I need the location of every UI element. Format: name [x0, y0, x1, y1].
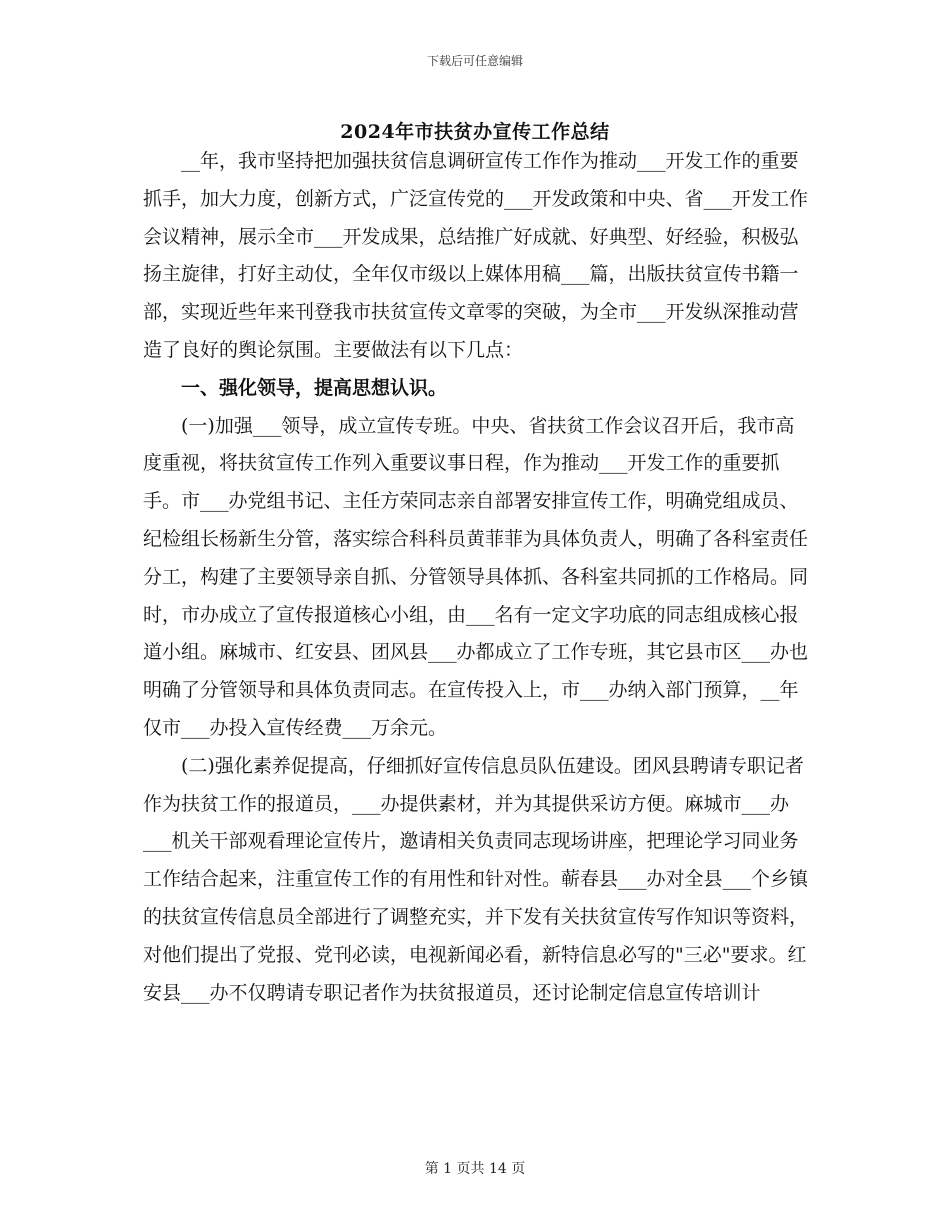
document-body — [143, 143, 811, 1012]
paragraph-2: (二)强化素养促提高，仔细抓好宣传信息员队伍建设。团风县聘请专职记者作为扶贫工作的报道员，___办提供素材，并为其提供采访方便。麻城市___办___机关干部观看理论宣传片，邀请相关负责同志现场讲座，把理论学习同业务工作结合起来，注重宣传工作的有用性和针对性。蕲春县___办对全县___个乡镇的扶贫宣传信息员全部进行了调整充实，并下发有关扶贫宣传写作知识等资料，对他们提出了党报、党刊必读，电视新闻必看，新特信息必写的"三必"要求。红安县___办不仅聘请专职记者作为扶贫报道员，还讨论制定信息宣传培训计 — [143, 754, 809, 1004]
page-footer: 第 1 页共 14 页 — [424, 1161, 526, 1177]
paragraph-1: (一)加强___领导，成立宣传专班。中央、省扶贫工作会议召开后，我市高度重视，将扶贫宣传工作列入重要议事日程，作为推动___开发工作的重要抓手。市___办党组书记、主任方荣同志亲自部署安排宣传工作，明确党组成员、纪检组长杨新生分管，落实综合科科员黄菲菲为具体负责人，明确了各科室责任分工，构建了主要领导亲自抓、分管领导具体抓、各科室共同抓的工作格局。同时，市办成立了宣传报道核心小组，由___名有一定文字功底的同志组成核心报道小组。麻城市、红安县、团风县___办都成立了工作专班，其它县市区___办也明确了分管领导和具体负责同志。在宣传投入上，市___办纳入部门预算，__年仅市___办投入宣传经费___万余元。 — [143, 414, 809, 739]
document-title: 2024年市扶贫办宣传工作总结 — [340, 121, 610, 143]
header-note: 下载后可任意编辑 — [426, 54, 523, 68]
intro-paragraph: __年，我市坚持把加强扶贫信息调研宣传工作作为推动___开发工作的重要抓手，加大力度，创新方式，广泛宣传党的___开发政策和中央、省___开发工作会议精神，展示全市___开发成果，总结推广好成就、好典型、好经验，积极弘扬主旋律，打好主动仗，全年仅市级以上媒体用稿___篇，出版扶贫宣传书籍一部，实现近些年来刊登我市扶贫宣传文章零的突破，为全市___开发纵深推动营造了良好的舆论氛围。主要做法有以下几点： — [143, 150, 809, 361]
section-heading: 一、强化领导，提高思想认识。 — [181, 376, 448, 399]
